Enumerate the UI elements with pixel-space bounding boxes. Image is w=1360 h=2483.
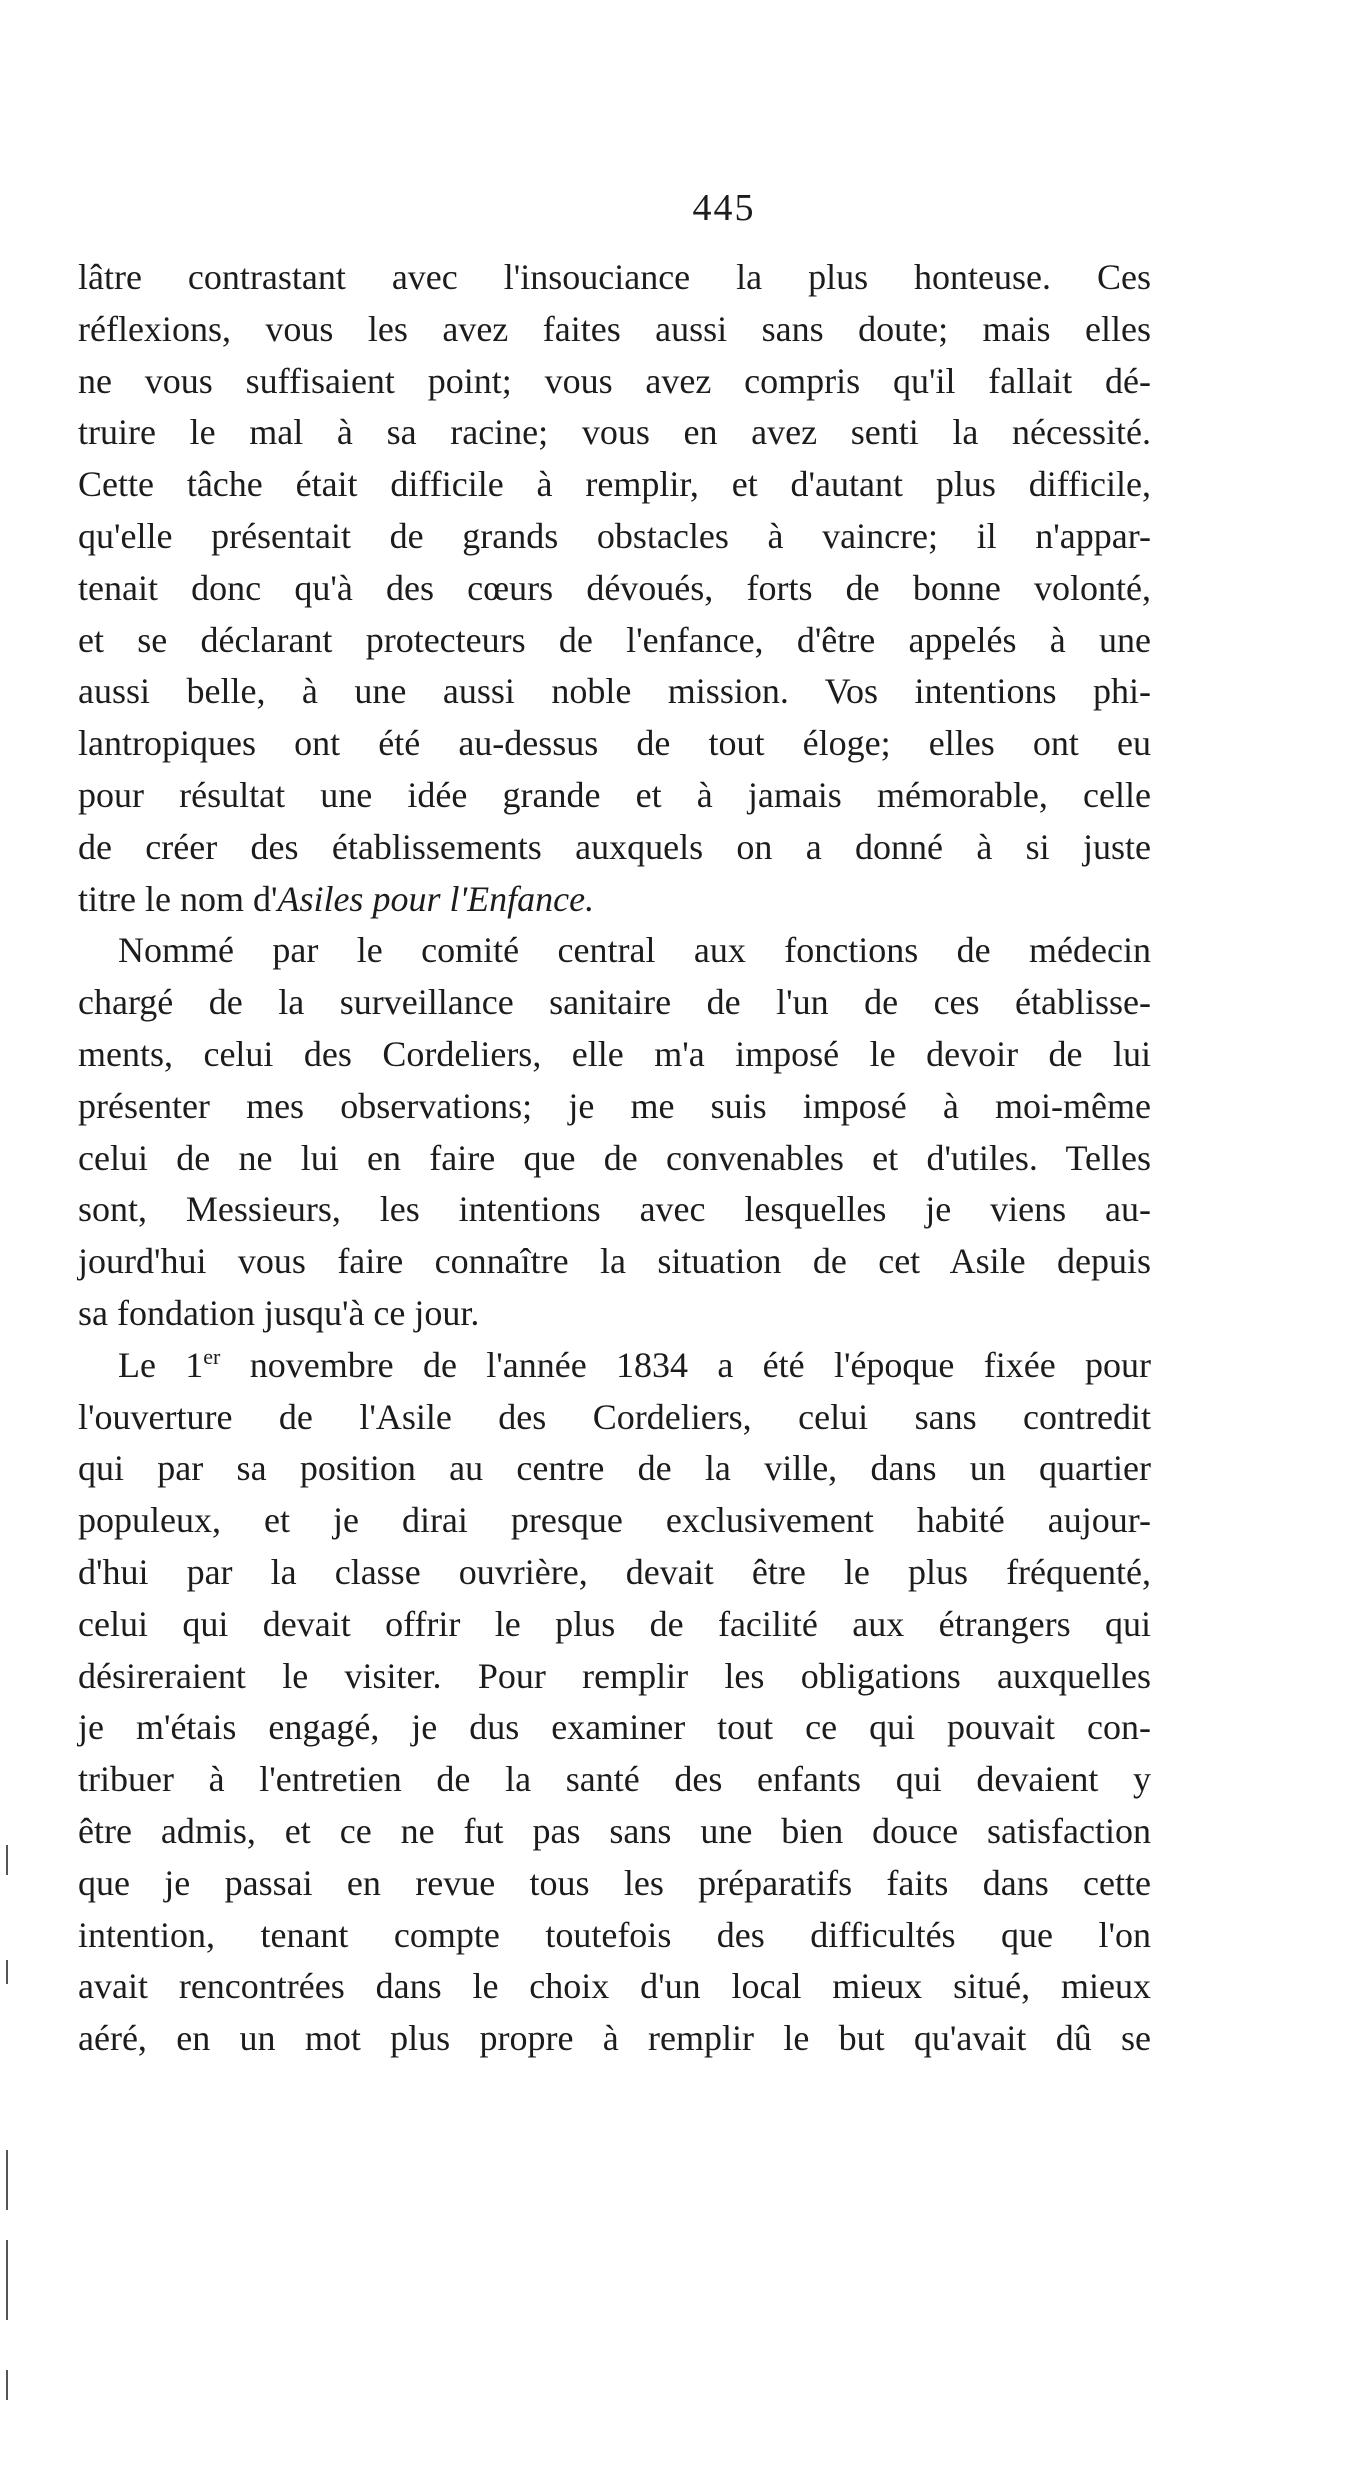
- text-line: truire le mal à sa racine; vous en avez senti la nécessité.: [78, 412, 1151, 453]
- text-line: populeux, et je dirai presque exclusivement habité aujour-: [78, 1500, 1151, 1541]
- text-line: de créer des établissements auxquels on a donné à si juste: [78, 826, 1151, 867]
- text-line: sont, Messieurs, les intentions avec lesquelles je viens au-: [78, 1189, 1151, 1230]
- scan-margin-mark: [6, 1845, 8, 1875]
- text-line: intention, tenant compte toutefois des difficultés que l'on: [78, 1914, 1151, 1955]
- text-line: d'hui par la classe ouvrière, devait être le plus fréquenté,: [78, 1551, 1151, 1592]
- text-line: lantropiques ont été au-dessus de tout éloge; elles ont eu: [78, 723, 1151, 764]
- text-line: ne vous suffisaient point; vous avez compris qu'il fallait dé-: [78, 360, 1151, 401]
- text-line: aéré, en un mot plus propre à remplir le but qu'avait dû se: [78, 2018, 1151, 2059]
- text-line: tenait donc qu'à des cœurs dévoués, forts de bonne volonté,: [78, 567, 1151, 608]
- text-line: lâtre contrastant avec l'insouciance la plus honteuse. Ces: [78, 257, 1151, 297]
- superscript: er: [203, 1343, 221, 1369]
- text-line: avait rencontrées dans le choix d'un local mieux situé, mieux: [78, 1966, 1151, 2007]
- text-line: je m'étais engagé, je dus examiner tout ce qui pouvait con-: [78, 1707, 1151, 1748]
- text-line: [78, 1340, 1151, 1392]
- text-line: Nommé par le comité central aux fonctions de médecin: [118, 930, 1151, 971]
- italic-title: Asiles pour l'Enfance.: [277, 878, 595, 919]
- text-line: que je passai en revue tous les préparatifs faits dans cette: [78, 1862, 1151, 1903]
- scan-margin-mark: [6, 2150, 8, 2210]
- text-line: tribuer à l'entretien de la santé des enfants qui devaient y: [78, 1759, 1151, 1800]
- text-line: [78, 874, 1151, 926]
- body-text: [78, 252, 1151, 2065]
- text-line: aussi belle, à une aussi noble mission. Vos intentions phi-: [78, 671, 1151, 712]
- page-number: 445: [692, 187, 756, 229]
- text-line: qu'elle présentait de grands obstacles à vaincre; il n'appar-: [78, 515, 1151, 556]
- text-line: désireraient le visiter. Pour remplir les obligations auxquelles: [78, 1655, 1151, 1696]
- text-run: Le 1: [118, 1344, 204, 1385]
- text-line: être admis, et ce ne fut pas sans une bien douce satisfaction: [78, 1810, 1151, 1851]
- text-line: Cette tâche était difficile à remplir, et d'autant plus difficile,: [78, 464, 1151, 505]
- text-line: pour résultat une idée grande et à jamais mémorable, celle: [78, 774, 1151, 815]
- text-run: novembre de l'année 1834 a été l'époque fixée pour: [220, 1344, 1151, 1385]
- text-line: qui par sa position au centre de la ville, dans un quartier: [78, 1448, 1151, 1489]
- text-line: sa fondation jusqu'à ce jour.: [78, 1292, 480, 1333]
- text-line: jourd'hui vous faire connaître la situation de cet Asile depuis: [78, 1241, 1151, 1282]
- text-line: présenter mes observations; je me suis imposé à moi-même: [78, 1085, 1151, 1126]
- text-line: l'ouverture de l'Asile des Cordeliers, celui sans contredit: [78, 1396, 1151, 1437]
- scan-margin-mark: [6, 1960, 8, 1984]
- text-line: et se déclarant protecteurs de l'enfance, d'être appelés à une: [78, 619, 1151, 660]
- text-line: celui qui devait offrir le plus de facilité aux étrangers qui: [78, 1603, 1151, 1644]
- text-line: réflexions, vous les avez faites aussi sans doute; mais elles: [78, 308, 1151, 349]
- scan-margin-mark: [6, 2370, 8, 2400]
- scan-margin-mark: [6, 2240, 8, 2320]
- text-line: ments, celui des Cordeliers, elle m'a imposé le devoir de lui: [78, 1033, 1151, 1074]
- text-line: celui de ne lui en faire que de convenables et d'utiles. Telles: [78, 1137, 1151, 1178]
- text-run: titre le nom d': [78, 878, 278, 919]
- text-line: chargé de la surveillance sanitaire de l'un de ces établisse-: [78, 982, 1151, 1023]
